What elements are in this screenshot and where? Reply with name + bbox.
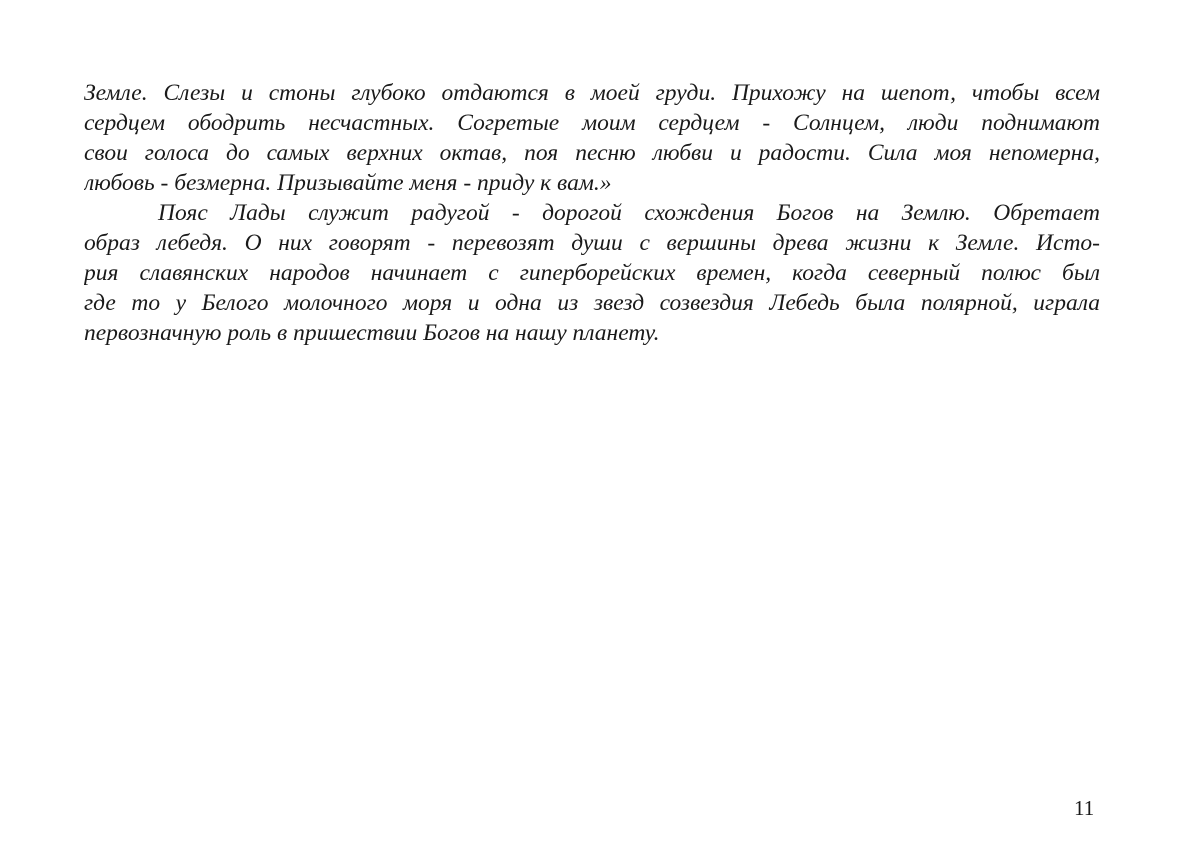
text-line: где то у Белого молочного моря и одна из звезд созвездия Лебедь была полярной, играла: [84, 290, 1100, 316]
body-text: [84, 78, 1100, 348]
text-line: Пояс Лады служит радугой - дорогой схождения Богов на Землю. Обретает: [158, 200, 1100, 226]
text-line: сердцем ободрить несчастных. Согретые моим сердцем - Солнцем, люди поднимают: [84, 110, 1100, 136]
page-number: 11: [1074, 796, 1095, 820]
text-line: рия славянских народов начинает с гиперборейских времен, когда северный полюс был: [84, 260, 1100, 286]
text-line: свои голоса до самых верхних октав, поя песню любви и радости. Сила моя непомерна,: [84, 140, 1100, 166]
text-line: Земле. Слезы и стоны глубоко отдаются в моей груди. Прихожу на шепот, чтобы всем: [84, 80, 1100, 106]
text-line: образ лебедя. О них говорят - перевозят души с вершины древа жизни к Земле. Исто-: [84, 230, 1100, 256]
text-line: первозначную роль в пришествии Богов на нашу планету.: [84, 320, 660, 346]
text-line: любовь - безмерна. Призывайте меня - приду к вам.»: [84, 170, 612, 196]
